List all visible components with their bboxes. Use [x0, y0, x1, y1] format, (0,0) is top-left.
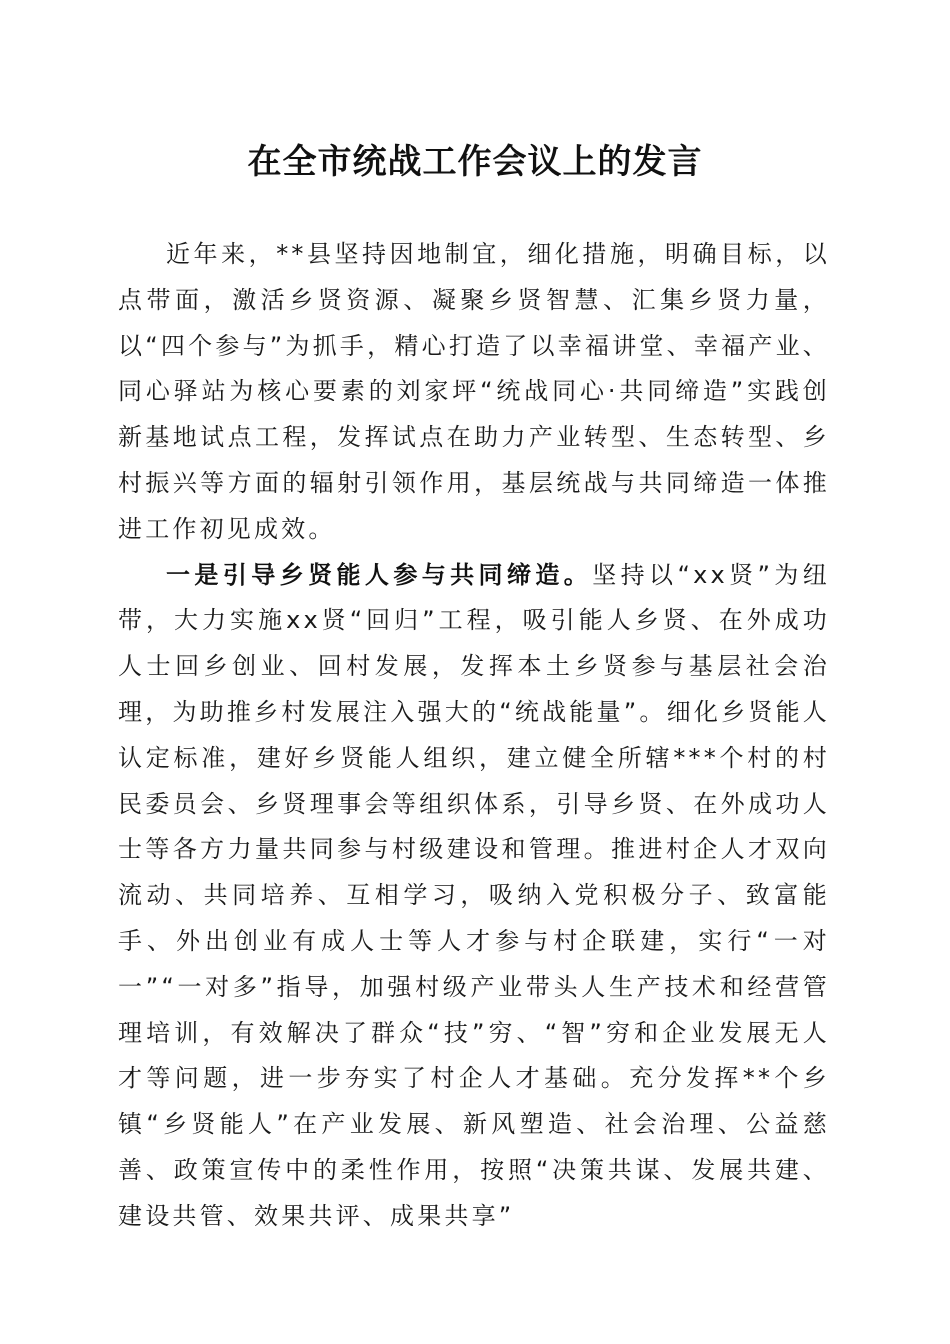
point-one-text: 坚持以“xx贤”为纽带，大力实施xx贤“回归”工程，吸引能人乡贤、在外成功人士回乡创业、回村发展，发挥本土乡贤参与基层社会治理，为助推乡村发展注入强大的“统战能量”。细化乡贤能人认定标准，建好乡贤能人组织，建立健全所辖***个村的村民委员会、乡贤理事会等组织体系，引导乡贤、在外成功人士等各方力量共同参与村级建设和管理。推进村企人才双向流动、共同培养、互相学习，吸纳入党积极分子、致富能手、外出创业有成人士等人才参与村企联建，实行“一对一”“一对多”指导，加强村级产业带头人生产技术和经营管理培训，有效解决了群众“技”穷、“智”穷和企业发展无人才等问题，进一步夯实了村企人才基础。充分发挥**个乡镇“乡贤能人”在产业发展、新风塑造、社会治理、公益慈善、政策宣传中的柔性作用，按照“决策共谋、发展共建、建设共管、效果共评、成果共享” — [118, 560, 830, 1230]
intro-paragraph-text: 近年来，**县坚持因地制宜，细化措施，明确目标，以点带面，激活乡贤资源、凝聚乡贤智慧、汇集乡贤力量，以“四个参与”为抓手，精心打造了以幸福讲堂、幸福产业、同心驿站为核心要素的刘家坪“统战同心·共同缔造”实践创新基地试点工程，发挥试点在助力产业转型、生态转型、乡村振兴等方面的辐射引领作用，基层统战与共同缔造一体推进工作初见成效。 — [118, 240, 830, 543]
intro-paragraph — [118, 232, 830, 553]
document-body — [118, 232, 830, 1240]
document-title: 在全市统战工作会议上的发言 — [247, 142, 703, 182]
point-one-paragraph — [118, 553, 830, 1240]
point-one-heading: 一是引导乡贤能人参与共同缔造。 — [166, 560, 593, 589]
